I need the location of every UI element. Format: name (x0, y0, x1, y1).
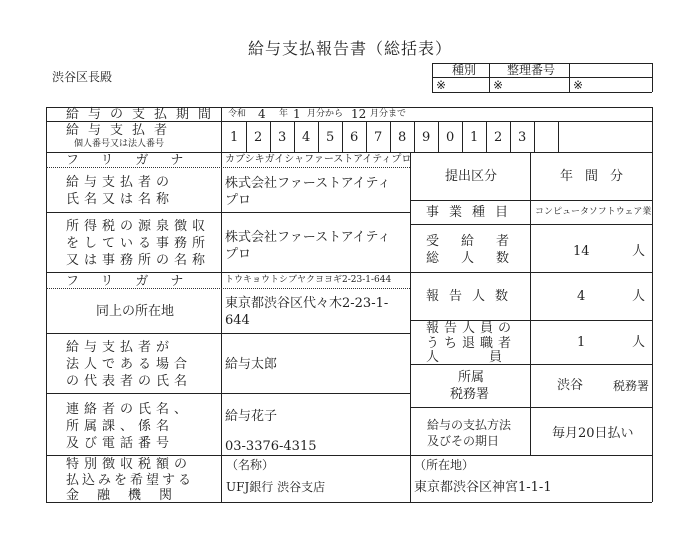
contact-name: 給与花子 (225, 409, 278, 424)
pay-method-label-1: 給与の支払方法 (427, 418, 512, 432)
digit-4: 4 (302, 130, 311, 145)
bank-label-1: 特別徴収税額の (66, 457, 193, 472)
period-from-month: 1 (293, 107, 301, 121)
office-label-1: 所得税の源泉徴収 (66, 219, 211, 234)
period-year: 4 (258, 107, 266, 121)
report-value: 4 (577, 289, 586, 304)
mark-3: ※ (573, 78, 584, 92)
bank-name-value: UFJ銀行 渋谷支店 (226, 480, 326, 494)
period-from-suffix: 月分から (307, 109, 344, 119)
representative-label-3: の代表者の氏名 (66, 374, 193, 389)
representative-value: 給与太郎 (225, 357, 278, 372)
bank-location-label: （所在地） (414, 458, 475, 472)
submit-value: 年間分 (560, 169, 636, 184)
total-label-2: 総人数 (426, 251, 532, 266)
digit-3: 3 (278, 130, 287, 145)
digit-8: 8 (398, 130, 407, 145)
furigana-value-1: カブシキガイシャファーストアイティプロ (225, 154, 412, 165)
furigana-value-2: トウキョウトシブヤクヨヨギ2-23-1-644 (225, 275, 392, 285)
contact-label-2: 所属課、係名 (66, 419, 175, 434)
bank-label-2: 払込みを希望する (66, 473, 195, 488)
retired-label-2: うち退職者 (426, 336, 517, 351)
office-label-3: 又は事務所の名称 (66, 253, 211, 268)
digit-2: 2 (254, 130, 263, 145)
tax-office-label-2: 税務署 (450, 387, 490, 402)
tax-office-suffix: 税務署 (613, 379, 650, 393)
business-value: コンピュータソフトウェア業 (535, 207, 652, 217)
furigana-label-1: フリガナ (66, 153, 206, 168)
payer-name-value-1: 株式会社ファーストアイティ (225, 176, 391, 191)
document-title: 給与支払報告書（総括表） (247, 39, 452, 58)
office-value-1: 株式会社ファーストアイティ (225, 230, 391, 245)
office-value-2: プロ (225, 247, 252, 262)
representative-label-2: 法人である場合 (66, 357, 193, 372)
retired-label-3: 人員 (426, 350, 553, 365)
addressee: 渋谷区長殿 (52, 70, 113, 84)
pay-method-value: 毎月20日払い (552, 426, 634, 441)
digit-9: 9 (422, 130, 431, 145)
mark-2: ※ (493, 78, 504, 92)
representative-label-1: 給与支払者が (66, 340, 175, 355)
digit-13: 3 (518, 130, 527, 145)
bank-location-value: 東京都渋谷区神宮1-1-1 (414, 480, 552, 495)
retired-label-1: 報告人員の (426, 321, 517, 336)
report-label: 報告人数 (426, 289, 519, 304)
digit-7: 7 (374, 130, 383, 145)
digit-12: 2 (494, 130, 503, 145)
address-value-1: 東京都渋谷区代々木2-23-1- (225, 296, 389, 311)
digit-1: 1 (230, 130, 239, 145)
tax-office-label-1: 所属 (458, 370, 485, 385)
period-to-suffix: 月分まで (370, 109, 407, 119)
payer-name-value-2: プロ (225, 193, 252, 208)
payer-id-label: 給与支払者 (66, 123, 177, 138)
payer-name-label-2: 氏名又は名称 (66, 192, 175, 207)
address-label: 同上の所在地 (96, 304, 175, 319)
number-label: 整理番号 (507, 63, 556, 77)
retired-value: 1 (577, 335, 586, 350)
digit-6: 6 (350, 130, 359, 145)
contact-phone: 03-3376-4315 (225, 439, 317, 454)
office-label-2: をしている事務所 (66, 236, 211, 251)
contact-label-3: 及び電話番号 (66, 436, 175, 451)
pay-method-label-2: 及びその期日 (427, 434, 500, 448)
mark-1: ※ (436, 78, 447, 92)
total-label-1: 受給者 (426, 234, 532, 249)
period-year-unit: 年 (279, 109, 289, 119)
submit-label: 提出区分 (445, 169, 498, 184)
period-label: 給与の支払期間 (66, 107, 221, 122)
furigana-label-2: フリガナ (66, 274, 206, 289)
bank-name-label: （名称） (226, 458, 275, 472)
retired-unit: 人 (632, 335, 646, 350)
address-value-2: 644 (225, 313, 250, 328)
bank-label-3: 金融機関 (66, 488, 191, 503)
period-era: 令和 (228, 109, 247, 119)
contact-label-1: 連絡者の氏名、 (66, 402, 193, 417)
total-unit: 人 (632, 244, 646, 259)
report-unit: 人 (632, 289, 646, 304)
payer-id-sublabel: 個人番号又は法人番号 (74, 139, 165, 149)
total-value: 14 (573, 244, 590, 259)
period-to-month: 12 (351, 107, 367, 121)
kind-label: 種別 (452, 63, 477, 77)
digit-11: 1 (470, 130, 479, 145)
tax-office-value: 渋谷 (557, 378, 584, 393)
digit-10: 0 (446, 130, 455, 145)
digit-5: 5 (326, 130, 335, 145)
business-label: 事業種目 (426, 205, 519, 220)
payer-name-label-1: 給与支払者の (66, 175, 175, 190)
